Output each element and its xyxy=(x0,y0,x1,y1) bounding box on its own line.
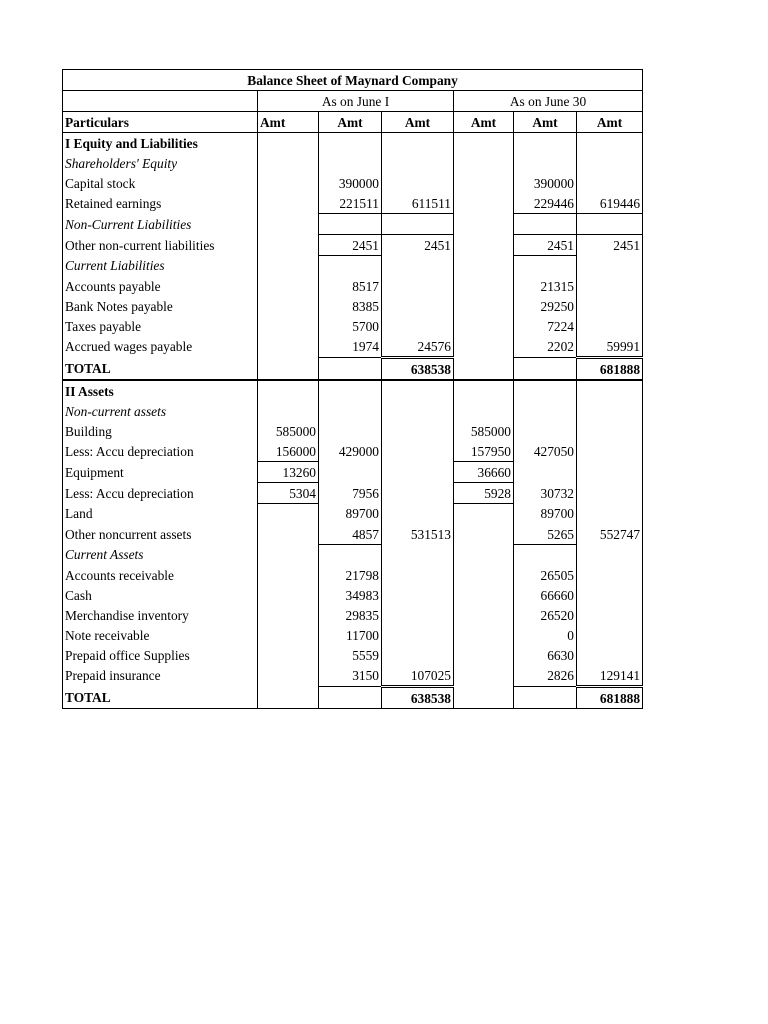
table-row xyxy=(63,524,643,545)
amount-cell: 2451 xyxy=(319,235,382,256)
amount-cell xyxy=(454,296,514,316)
amount-cell xyxy=(382,214,454,235)
amount-cell xyxy=(382,296,454,316)
amount-cell xyxy=(382,421,454,441)
amount-cell xyxy=(514,401,577,421)
amount-cell xyxy=(319,462,382,483)
amount-cell: 390000 xyxy=(514,173,577,193)
amount-cell: 429000 xyxy=(319,441,382,462)
row-label: Cash xyxy=(63,585,258,605)
amount-cell xyxy=(514,153,577,173)
table-row xyxy=(63,173,643,193)
amount-cell xyxy=(382,133,454,154)
amount-cell: 221511 xyxy=(319,193,382,214)
amount-cell xyxy=(382,401,454,421)
amount-cell xyxy=(258,605,319,625)
table-row xyxy=(63,545,643,566)
amount-cell xyxy=(454,256,514,277)
amount-cell xyxy=(319,380,382,401)
amount-cell xyxy=(514,545,577,566)
row-label: Retained earnings xyxy=(63,193,258,214)
amount-cell xyxy=(382,545,454,566)
amount-cell xyxy=(454,214,514,235)
amount-cell: 21315 xyxy=(514,276,577,296)
amount-cell xyxy=(577,462,643,483)
row-label: Taxes payable xyxy=(63,316,258,336)
amount-cell xyxy=(258,504,319,525)
amount-cell: 1974 xyxy=(319,336,382,358)
amount-cell: 6630 xyxy=(514,645,577,665)
amount-cell xyxy=(258,336,319,358)
amount-cell xyxy=(382,173,454,193)
amount-cell xyxy=(577,133,643,154)
amount-cell xyxy=(319,687,382,709)
amount-cell xyxy=(382,256,454,277)
amount-cell xyxy=(454,193,514,214)
amount-cell xyxy=(577,296,643,316)
amount-cell xyxy=(258,401,319,421)
row-label: TOTAL xyxy=(63,687,258,709)
period-header-blank xyxy=(63,91,258,112)
amount-cell: 5265 xyxy=(514,524,577,545)
table-row xyxy=(63,665,643,687)
row-label: I Equity and Liabilities xyxy=(63,133,258,154)
row-label: Non-Current Liabilities xyxy=(63,214,258,235)
amount-cell xyxy=(258,193,319,214)
amount-cell: 89700 xyxy=(319,504,382,525)
row-label: Other noncurrent assets xyxy=(63,524,258,545)
amount-cell xyxy=(454,173,514,193)
amount-cell: 619446 xyxy=(577,193,643,214)
amount-cell: 2451 xyxy=(514,235,577,256)
amount-cell xyxy=(319,401,382,421)
amount-cell xyxy=(454,645,514,665)
amount-cell xyxy=(514,358,577,381)
amount-cell xyxy=(258,585,319,605)
amount-cell xyxy=(514,462,577,483)
amount-cell xyxy=(258,214,319,235)
table-row xyxy=(63,565,643,585)
amount-cell: 5304 xyxy=(258,483,319,504)
amount-cell: 4857 xyxy=(319,524,382,545)
amount-cell: 390000 xyxy=(319,173,382,193)
total-row xyxy=(63,358,643,381)
amount-cell xyxy=(319,256,382,277)
table-row xyxy=(63,214,643,235)
amount-cell: 89700 xyxy=(514,504,577,525)
amount-cell xyxy=(454,276,514,296)
row-label: Equipment xyxy=(63,462,258,483)
amount-cell: 2451 xyxy=(577,235,643,256)
amount-cell: 26520 xyxy=(514,605,577,625)
amount-cell xyxy=(258,133,319,154)
period-header-row xyxy=(63,91,643,112)
amount-cell xyxy=(382,276,454,296)
table-row xyxy=(63,193,643,214)
amount-cell xyxy=(258,256,319,277)
amount-cell: 8517 xyxy=(319,276,382,296)
row-label: Building xyxy=(63,421,258,441)
amount-cell xyxy=(382,605,454,625)
amount-cell xyxy=(454,504,514,525)
table-row xyxy=(63,133,643,154)
amount-cell xyxy=(577,645,643,665)
amount-cell: 26505 xyxy=(514,565,577,585)
amount-cell xyxy=(577,421,643,441)
column-header-amt: Amt xyxy=(258,112,319,133)
amount-cell: 531513 xyxy=(382,524,454,545)
amount-cell xyxy=(258,545,319,566)
amount-cell: 24576 xyxy=(382,336,454,358)
amount-cell xyxy=(258,625,319,645)
table-row xyxy=(63,296,643,316)
table-row xyxy=(63,483,643,504)
amount-cell xyxy=(319,421,382,441)
amount-cell: 681888 xyxy=(577,358,643,381)
amount-cell: 8385 xyxy=(319,296,382,316)
amount-cell xyxy=(454,665,514,687)
amount-cell xyxy=(577,441,643,462)
row-label: TOTAL xyxy=(63,358,258,381)
amount-cell xyxy=(319,133,382,154)
amount-cell xyxy=(577,276,643,296)
amount-cell xyxy=(319,153,382,173)
amount-cell xyxy=(258,358,319,381)
amount-cell xyxy=(454,545,514,566)
column-header-amt: Amt xyxy=(382,112,454,133)
amount-cell xyxy=(382,441,454,462)
amount-cell: 29835 xyxy=(319,605,382,625)
amount-cell xyxy=(454,133,514,154)
amount-cell: 2202 xyxy=(514,336,577,358)
amount-cell xyxy=(319,545,382,566)
table-row xyxy=(63,235,643,256)
amount-cell xyxy=(454,625,514,645)
table-row xyxy=(63,336,643,358)
row-label: Prepaid office Supplies xyxy=(63,645,258,665)
amount-cell xyxy=(514,380,577,401)
amount-cell xyxy=(258,235,319,256)
amount-cell xyxy=(454,316,514,336)
row-label: II Assets xyxy=(63,380,258,401)
amount-cell: 157950 xyxy=(454,441,514,462)
amount-cell: 21798 xyxy=(319,565,382,585)
amount-cell xyxy=(577,504,643,525)
row-label: Bank Notes payable xyxy=(63,296,258,316)
amount-cell xyxy=(382,625,454,645)
amount-cell xyxy=(258,380,319,401)
amount-cell xyxy=(454,380,514,401)
amount-cell xyxy=(577,545,643,566)
amount-cell: 681888 xyxy=(577,687,643,709)
amount-cell xyxy=(577,605,643,625)
amount-cell xyxy=(514,256,577,277)
amount-cell xyxy=(514,133,577,154)
table-row xyxy=(63,605,643,625)
table-row xyxy=(63,504,643,525)
table-row xyxy=(63,421,643,441)
amount-cell: 638538 xyxy=(382,687,454,709)
table-row xyxy=(63,625,643,645)
amount-cell: 7224 xyxy=(514,316,577,336)
amount-cell xyxy=(577,173,643,193)
amount-cell: 2826 xyxy=(514,665,577,687)
amount-cell: 585000 xyxy=(454,421,514,441)
table-row xyxy=(63,462,643,483)
row-label: Current Assets xyxy=(63,545,258,566)
row-label: Less: Accu depreciation xyxy=(63,483,258,504)
amount-cell: 7956 xyxy=(319,483,382,504)
amount-cell: 5700 xyxy=(319,316,382,336)
amount-cell xyxy=(454,153,514,173)
row-label: Land xyxy=(63,504,258,525)
amount-cell xyxy=(258,316,319,336)
amount-cell xyxy=(319,214,382,235)
amount-cell: 107025 xyxy=(382,665,454,687)
amount-cell xyxy=(577,256,643,277)
column-header-amt: Amt xyxy=(514,112,577,133)
amount-cell xyxy=(454,358,514,381)
row-label: Accrued wages payable xyxy=(63,336,258,358)
title-row xyxy=(63,70,643,91)
amount-cell: 5559 xyxy=(319,645,382,665)
amount-cell xyxy=(258,276,319,296)
amount-cell xyxy=(258,524,319,545)
amount-cell xyxy=(577,316,643,336)
table-row xyxy=(63,645,643,665)
amount-cell: 29250 xyxy=(514,296,577,316)
row-label: Other non-current liabilities xyxy=(63,235,258,256)
amount-cell xyxy=(514,687,577,709)
amount-cell: 36660 xyxy=(454,462,514,483)
amount-cell xyxy=(577,214,643,235)
row-label: Shareholders' Equity xyxy=(63,153,258,173)
amount-cell xyxy=(382,645,454,665)
row-label: Non-current assets xyxy=(63,401,258,421)
amount-cell xyxy=(258,645,319,665)
amount-cell: 11700 xyxy=(319,625,382,645)
amount-cell xyxy=(454,565,514,585)
amount-cell xyxy=(577,380,643,401)
amount-cell xyxy=(319,358,382,381)
amount-cell xyxy=(382,316,454,336)
amount-cell: 59991 xyxy=(577,336,643,358)
amount-cell xyxy=(382,504,454,525)
amount-cell: 585000 xyxy=(258,421,319,441)
row-label: Less: Accu depreciation xyxy=(63,441,258,462)
row-label: Accounts payable xyxy=(63,276,258,296)
amount-cell xyxy=(258,296,319,316)
column-header-amt: Amt xyxy=(577,112,643,133)
table-row xyxy=(63,401,643,421)
column-header-amt: Amt xyxy=(319,112,382,133)
amount-cell: 2451 xyxy=(382,235,454,256)
amount-cell xyxy=(454,585,514,605)
amount-cell xyxy=(577,625,643,645)
sheet-title: Balance Sheet of Maynard Company xyxy=(63,70,643,91)
amount-cell xyxy=(258,687,319,709)
amount-cell xyxy=(454,605,514,625)
period-header-june-1: As on June I xyxy=(258,91,454,112)
amount-cell: 5928 xyxy=(454,483,514,504)
column-header-amt: Amt xyxy=(454,112,514,133)
table-row xyxy=(63,585,643,605)
table-row xyxy=(63,276,643,296)
row-label: Current Liabilities xyxy=(63,256,258,277)
amount-cell: 3150 xyxy=(319,665,382,687)
amount-cell xyxy=(382,585,454,605)
amount-cell xyxy=(258,153,319,173)
row-label: Merchandise inventory xyxy=(63,605,258,625)
row-label: Capital stock xyxy=(63,173,258,193)
amount-cell xyxy=(382,462,454,483)
amount-cell xyxy=(514,214,577,235)
amount-cell xyxy=(454,401,514,421)
amount-cell xyxy=(382,565,454,585)
period-header-june-30: As on June 30 xyxy=(454,91,643,112)
amount-cell xyxy=(577,483,643,504)
table-row xyxy=(63,316,643,336)
balance-sheet-body xyxy=(63,133,643,709)
amount-cell xyxy=(577,153,643,173)
amount-cell: 611511 xyxy=(382,193,454,214)
amount-cell: 0 xyxy=(514,625,577,645)
amount-cell: 156000 xyxy=(258,441,319,462)
amount-cell xyxy=(454,687,514,709)
amount-cell: 13260 xyxy=(258,462,319,483)
amount-cell xyxy=(454,235,514,256)
table-row xyxy=(63,380,643,401)
amount-cell: 30732 xyxy=(514,483,577,504)
amount-cell: 34983 xyxy=(319,585,382,605)
amount-cell xyxy=(382,483,454,504)
total-row xyxy=(63,687,643,709)
amount-cell xyxy=(577,585,643,605)
table-row xyxy=(63,153,643,173)
amount-cell: 552747 xyxy=(577,524,643,545)
row-label: Prepaid insurance xyxy=(63,665,258,687)
amount-cell xyxy=(382,380,454,401)
amount-cell: 66660 xyxy=(514,585,577,605)
amount-cell xyxy=(258,173,319,193)
column-header-row xyxy=(63,112,643,133)
table-row xyxy=(63,441,643,462)
column-header-particulars: Particulars xyxy=(63,112,258,133)
balance-sheet xyxy=(62,69,642,709)
amount-cell: 129141 xyxy=(577,665,643,687)
amount-cell xyxy=(577,401,643,421)
balance-sheet-table xyxy=(62,69,643,709)
amount-cell xyxy=(258,665,319,687)
row-label: Note receivable xyxy=(63,625,258,645)
amount-cell xyxy=(454,336,514,358)
row-label: Accounts receivable xyxy=(63,565,258,585)
amount-cell: 229446 xyxy=(514,193,577,214)
amount-cell xyxy=(577,565,643,585)
amount-cell xyxy=(454,524,514,545)
amount-cell: 638538 xyxy=(382,358,454,381)
table-row xyxy=(63,256,643,277)
amount-cell xyxy=(382,153,454,173)
amount-cell xyxy=(514,421,577,441)
amount-cell xyxy=(258,565,319,585)
amount-cell: 427050 xyxy=(514,441,577,462)
